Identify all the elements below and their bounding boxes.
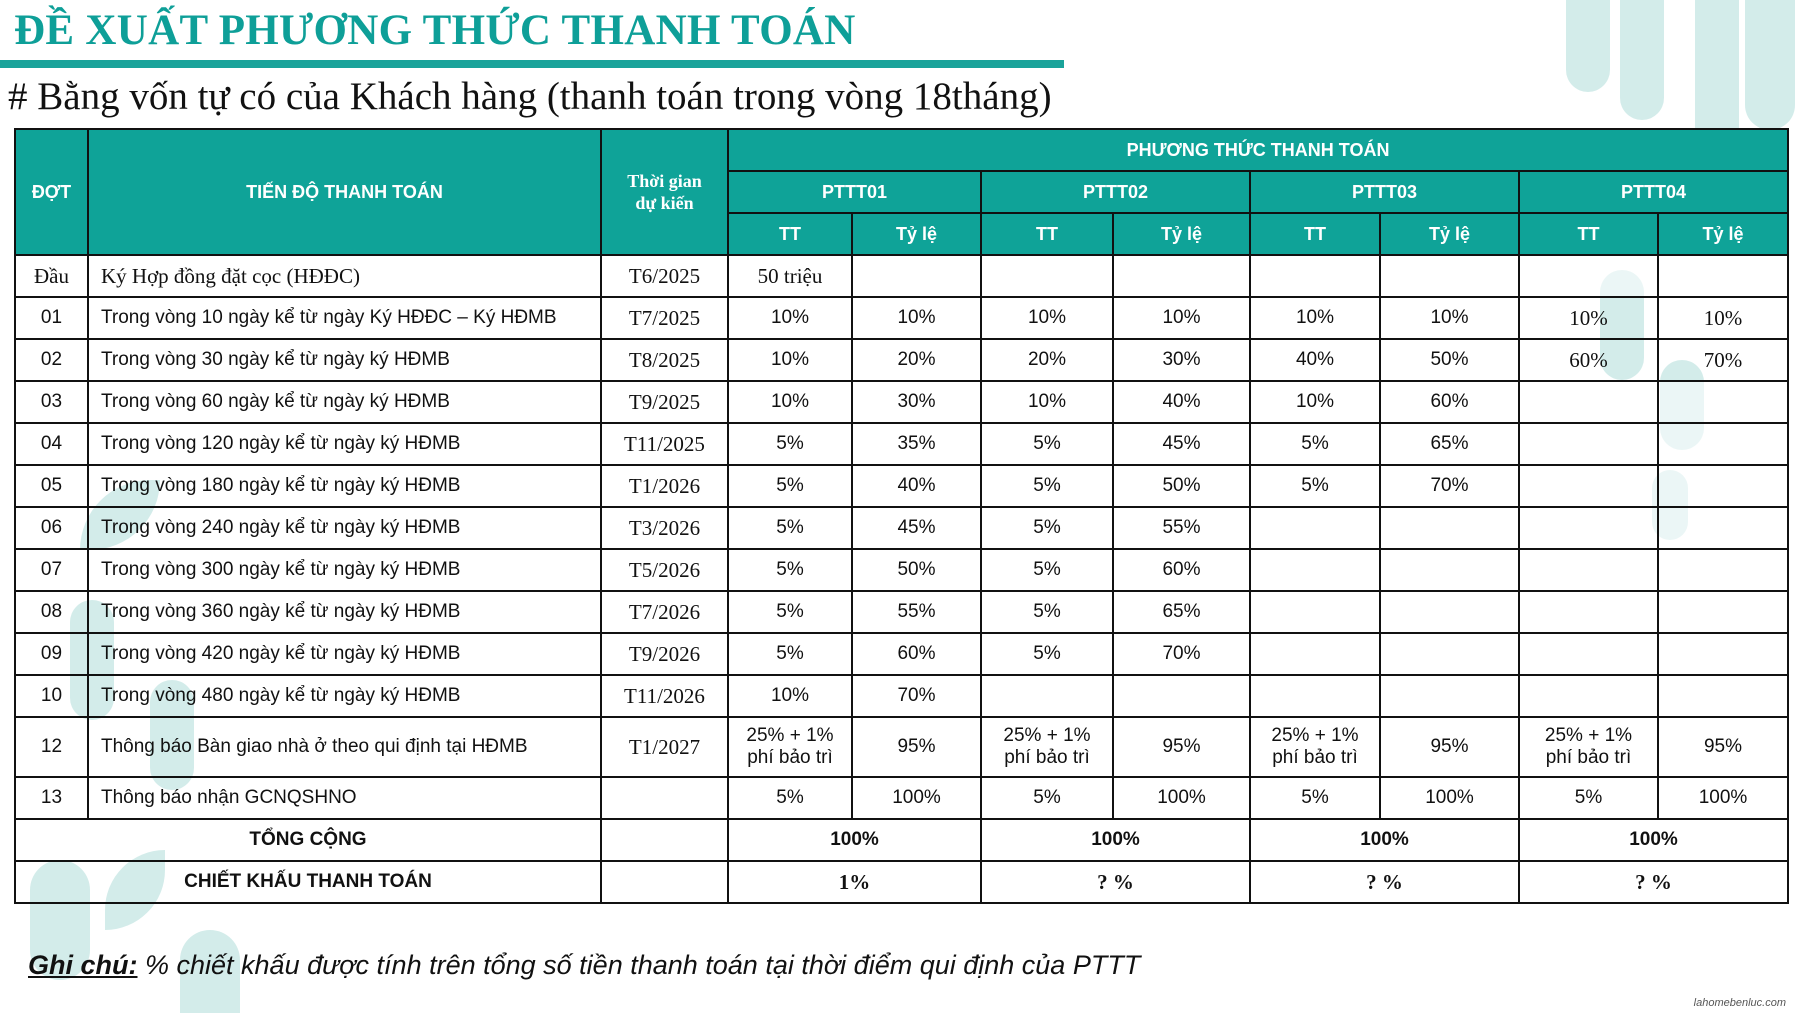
header-tt: TT <box>728 213 852 255</box>
row-time: T3/2026 <box>601 507 728 549</box>
cell-ratio-pttt04 <box>1658 381 1788 423</box>
decor-leaf <box>1745 0 1795 130</box>
row-description: Trong vòng 240 ngày kể từ ngày ký HĐMB <box>88 507 601 549</box>
row-dot: 04 <box>15 423 88 465</box>
total-time-cell <box>601 819 728 861</box>
cell-ratio-pttt03: 10% <box>1380 297 1519 339</box>
row-time: T1/2027 <box>601 717 728 777</box>
header-tt: TT <box>981 213 1113 255</box>
cell-tt-pttt01: 10% <box>728 381 852 423</box>
cell-tt-pttt04: 5% <box>1519 777 1658 819</box>
cell-tt-pttt01: 50 triệu <box>728 255 852 297</box>
cell-tt-pttt02: 5% <box>981 591 1113 633</box>
cell-ratio-pttt04 <box>1658 507 1788 549</box>
cell-tt-pttt04 <box>1519 675 1658 717</box>
cell-tt-pttt02 <box>981 675 1113 717</box>
schedule-body <box>15 255 1788 819</box>
cell-ratio-pttt03 <box>1380 549 1519 591</box>
row-time: T8/2025 <box>601 339 728 381</box>
row-description: Thông báo nhận GCNQSHNO <box>88 777 601 819</box>
cell-ratio-pttt03: 70% <box>1380 465 1519 507</box>
row-description: Trong vòng 120 ngày kể từ ngày ký HĐMB <box>88 423 601 465</box>
cell-ratio-pttt03 <box>1380 675 1519 717</box>
cell-tt-pttt04: 60% <box>1519 339 1658 381</box>
row-time: T11/2025 <box>601 423 728 465</box>
total-label: TỔNG CỘNG <box>15 819 601 861</box>
header-time <box>601 129 728 255</box>
cell-tt-pttt01: 5% <box>728 507 852 549</box>
footnote <box>28 950 1140 981</box>
cell-tt-pttt02: 10% <box>981 381 1113 423</box>
table-row <box>15 423 1788 465</box>
cell-tt-handover-pttt02: 25% + 1% phí bảo trì <box>981 717 1113 777</box>
header-time-line1: Thời gian <box>627 171 702 191</box>
cell-ratio-pttt01: 95% <box>852 717 981 777</box>
total-pttt01: 100% <box>728 819 981 861</box>
title-underline <box>0 60 1064 68</box>
header-time-line2: dự kiến <box>635 193 694 213</box>
row-time: T7/2026 <box>601 591 728 633</box>
cell-tt-pttt04 <box>1519 423 1658 465</box>
header-pttt01: PTTT01 <box>728 171 981 213</box>
row-dot: 08 <box>15 591 88 633</box>
header-dot: ĐỢT <box>15 129 88 255</box>
row-dot: 01 <box>15 297 88 339</box>
cell-ratio-pttt03: 65% <box>1380 423 1519 465</box>
cell-ratio-pttt04 <box>1658 465 1788 507</box>
row-dot: 07 <box>15 549 88 591</box>
cell-ratio-pttt03 <box>1380 591 1519 633</box>
row-description: Trong vòng 420 ngày kể từ ngày ký HĐMB <box>88 633 601 675</box>
cell-tt-pttt01: 5% <box>728 465 852 507</box>
cell-ratio-pttt01: 60% <box>852 633 981 675</box>
header-ratio: Tỷ lệ <box>852 213 981 255</box>
row-description: Thông báo Bàn giao nhà ở theo qui định tại HĐMB <box>88 717 601 777</box>
row-dot: 03 <box>15 381 88 423</box>
cell-tt-pttt03 <box>1250 591 1380 633</box>
cell-tt-pttt02: 5% <box>981 777 1113 819</box>
cell-tt-pttt01: 5% <box>728 423 852 465</box>
cell-tt-handover-pttt03: 25% + 1% phí bảo trì <box>1250 717 1380 777</box>
cell-ratio-pttt01: 40% <box>852 465 981 507</box>
row-time: T6/2025 <box>601 255 728 297</box>
discount-pttt03: ? % <box>1250 861 1519 903</box>
cell-tt-pttt02: 10% <box>981 297 1113 339</box>
cell-ratio-pttt01: 70% <box>852 675 981 717</box>
cell-ratio-pttt01: 45% <box>852 507 981 549</box>
cell-tt-pttt03: 5% <box>1250 777 1380 819</box>
cell-tt-pttt03: 10% <box>1250 297 1380 339</box>
cell-ratio-pttt01: 55% <box>852 591 981 633</box>
footnote-text: % chiết khấu được tính trên tổng số tiền thanh toán tại thời điểm qui định của PTTT <box>137 950 1141 980</box>
cell-ratio-pttt02: 100% <box>1113 777 1250 819</box>
cell-ratio-pttt01: 10% <box>852 297 981 339</box>
cell-ratio-pttt03 <box>1380 507 1519 549</box>
cell-ratio-pttt03 <box>1380 633 1519 675</box>
cell-ratio-pttt02: 65% <box>1113 591 1250 633</box>
cell-tt-pttt01: 5% <box>728 549 852 591</box>
cell-tt-pttt04: 10% <box>1519 297 1658 339</box>
header-ratio: Tỷ lệ <box>1658 213 1788 255</box>
table-row <box>15 549 1788 591</box>
header-pttt02: PTTT02 <box>981 171 1250 213</box>
cell-tt-pttt04 <box>1519 633 1658 675</box>
cell-tt-pttt03 <box>1250 633 1380 675</box>
cell-ratio-pttt02: 30% <box>1113 339 1250 381</box>
header-method-group: PHƯƠNG THỨC THANH TOÁN <box>728 129 1788 171</box>
cell-ratio-pttt04 <box>1658 423 1788 465</box>
cell-ratio-pttt03 <box>1380 255 1519 297</box>
row-description: Trong vòng 360 ngày kể từ ngày ký HĐMB <box>88 591 601 633</box>
cell-tt-pttt02: 20% <box>981 339 1113 381</box>
table-row <box>15 591 1788 633</box>
cell-tt-pttt03 <box>1250 507 1380 549</box>
row-dot: 05 <box>15 465 88 507</box>
total-pttt02: 100% <box>981 819 1250 861</box>
cell-ratio-pttt01: 100% <box>852 777 981 819</box>
cell-tt-handover-pttt04: 25% + 1% phí bảo trì <box>1519 717 1658 777</box>
header-pttt04: PTTT04 <box>1519 171 1788 213</box>
cell-tt-pttt01: 10% <box>728 339 852 381</box>
cell-tt-pttt02: 5% <box>981 423 1113 465</box>
discount-pttt04: ? % <box>1519 861 1788 903</box>
row-time: T5/2026 <box>601 549 728 591</box>
table-row <box>15 633 1788 675</box>
table-row <box>15 297 1788 339</box>
cell-ratio-pttt04: 10% <box>1658 297 1788 339</box>
cell-tt-pttt03: 10% <box>1250 381 1380 423</box>
cell-ratio-pttt03: 60% <box>1380 381 1519 423</box>
cell-tt-pttt03 <box>1250 549 1380 591</box>
row-description: Trong vòng 180 ngày kể từ ngày ký HĐMB <box>88 465 601 507</box>
cell-ratio-pttt02: 10% <box>1113 297 1250 339</box>
header-ratio: Tỷ lệ <box>1113 213 1250 255</box>
row-description: Trong vòng 10 ngày kể từ ngày Ký HĐĐC – Ký HĐMB <box>88 297 601 339</box>
cell-ratio-pttt04 <box>1658 549 1788 591</box>
cell-ratio-pttt02: 55% <box>1113 507 1250 549</box>
row-description: Trong vòng 30 ngày kể từ ngày ký HĐMB <box>88 339 601 381</box>
cell-ratio-pttt02: 95% <box>1113 717 1250 777</box>
header-tt: TT <box>1519 213 1658 255</box>
cell-ratio-pttt03: 100% <box>1380 777 1519 819</box>
cell-ratio-pttt02: 40% <box>1113 381 1250 423</box>
table-row <box>15 255 1788 297</box>
cell-ratio-pttt04 <box>1658 255 1788 297</box>
row-time: T1/2026 <box>601 465 728 507</box>
row-dot: 10 <box>15 675 88 717</box>
header-pttt03: PTTT03 <box>1250 171 1519 213</box>
cell-ratio-pttt02: 50% <box>1113 465 1250 507</box>
row-description: Trong vòng 60 ngày kể từ ngày ký HĐMB <box>88 381 601 423</box>
row-time: T11/2026 <box>601 675 728 717</box>
row-time: T7/2025 <box>601 297 728 339</box>
payment-schedule-table <box>14 128 1789 904</box>
row-description: Ký Hợp đồng đặt cọc (HĐĐC) <box>88 255 601 297</box>
cell-tt-pttt04 <box>1519 255 1658 297</box>
header-tt: TT <box>1250 213 1380 255</box>
cell-ratio-pttt04 <box>1658 591 1788 633</box>
cell-tt-pttt01: 10% <box>728 675 852 717</box>
cell-tt-pttt02 <box>981 255 1113 297</box>
row-dot: 09 <box>15 633 88 675</box>
cell-ratio-pttt02: 60% <box>1113 549 1250 591</box>
cell-ratio-pttt02: 45% <box>1113 423 1250 465</box>
cell-tt-pttt01: 5% <box>728 633 852 675</box>
cell-tt-pttt03: 40% <box>1250 339 1380 381</box>
cell-ratio-pttt04 <box>1658 633 1788 675</box>
row-time <box>601 777 728 819</box>
decor-leaf <box>1620 0 1664 120</box>
cell-tt-pttt04 <box>1519 507 1658 549</box>
cell-ratio-pttt01: 50% <box>852 549 981 591</box>
table-row <box>15 339 1788 381</box>
cell-tt-pttt03 <box>1250 255 1380 297</box>
cell-tt-pttt04 <box>1519 381 1658 423</box>
table-row <box>15 717 1788 777</box>
footnote-label: Ghi chú: <box>28 950 138 980</box>
page-subtitle: # Bằng vốn tự có của Khách hàng (thanh toán trong vòng 18tháng) <box>8 75 1052 118</box>
row-time: T9/2025 <box>601 381 728 423</box>
row-dot: Đầu <box>15 255 88 297</box>
discount-pttt01: 1% <box>728 861 981 903</box>
cell-tt-pttt03: 5% <box>1250 423 1380 465</box>
cell-ratio-pttt04 <box>1658 675 1788 717</box>
row-dot: 13 <box>15 777 88 819</box>
cell-tt-pttt04 <box>1519 549 1658 591</box>
cell-tt-pttt02: 5% <box>981 507 1113 549</box>
row-description: Trong vòng 300 ngày kể từ ngày ký HĐMB <box>88 549 601 591</box>
cell-tt-handover-pttt01: 25% + 1% phí bảo trì <box>728 717 852 777</box>
discount-time-cell <box>601 861 728 903</box>
cell-ratio-pttt02 <box>1113 255 1250 297</box>
cell-ratio-pttt02: 70% <box>1113 633 1250 675</box>
table-row <box>15 777 1788 819</box>
cell-ratio-pttt01 <box>852 255 981 297</box>
cell-ratio-pttt01: 30% <box>852 381 981 423</box>
table-row <box>15 381 1788 423</box>
cell-ratio-pttt01: 35% <box>852 423 981 465</box>
cell-tt-pttt04 <box>1519 591 1658 633</box>
row-dot: 02 <box>15 339 88 381</box>
cell-tt-pttt04 <box>1519 465 1658 507</box>
cell-tt-pttt01: 5% <box>728 591 852 633</box>
cell-tt-pttt03 <box>1250 675 1380 717</box>
cell-tt-pttt02: 5% <box>981 549 1113 591</box>
row-description: Trong vòng 480 ngày kể từ ngày ký HĐMB <box>88 675 601 717</box>
total-pttt03: 100% <box>1250 819 1519 861</box>
table-row <box>15 507 1788 549</box>
cell-ratio-pttt04: 95% <box>1658 717 1788 777</box>
row-dot: 06 <box>15 507 88 549</box>
header-ratio: Tỷ lệ <box>1380 213 1519 255</box>
total-pttt04: 100% <box>1519 819 1788 861</box>
cell-ratio-pttt03: 50% <box>1380 339 1519 381</box>
page-title: ĐỀ XUẤT PHƯƠNG THỨC THANH TOÁN <box>14 7 856 54</box>
cell-ratio-pttt01: 20% <box>852 339 981 381</box>
discount-pttt02: ? % <box>981 861 1250 903</box>
cell-ratio-pttt04: 70% <box>1658 339 1788 381</box>
cell-ratio-pttt04: 100% <box>1658 777 1788 819</box>
table-row <box>15 465 1788 507</box>
watermark: lahomebenluc.com <box>1693 997 1786 1009</box>
cell-tt-pttt01: 10% <box>728 297 852 339</box>
cell-ratio-pttt03: 95% <box>1380 717 1519 777</box>
row-time: T9/2026 <box>601 633 728 675</box>
cell-tt-pttt02: 5% <box>981 465 1113 507</box>
cell-tt-pttt02: 5% <box>981 633 1113 675</box>
table-row <box>15 675 1788 717</box>
cell-tt-pttt01: 5% <box>728 777 852 819</box>
decor-leaf <box>1566 0 1610 92</box>
discount-label: CHIẾT KHẤU THANH TOÁN <box>15 861 601 903</box>
row-dot: 12 <box>15 717 88 777</box>
header-progress: TIẾN ĐỘ THANH TOÁN <box>88 129 601 255</box>
cell-tt-pttt03: 5% <box>1250 465 1380 507</box>
cell-ratio-pttt02 <box>1113 675 1250 717</box>
